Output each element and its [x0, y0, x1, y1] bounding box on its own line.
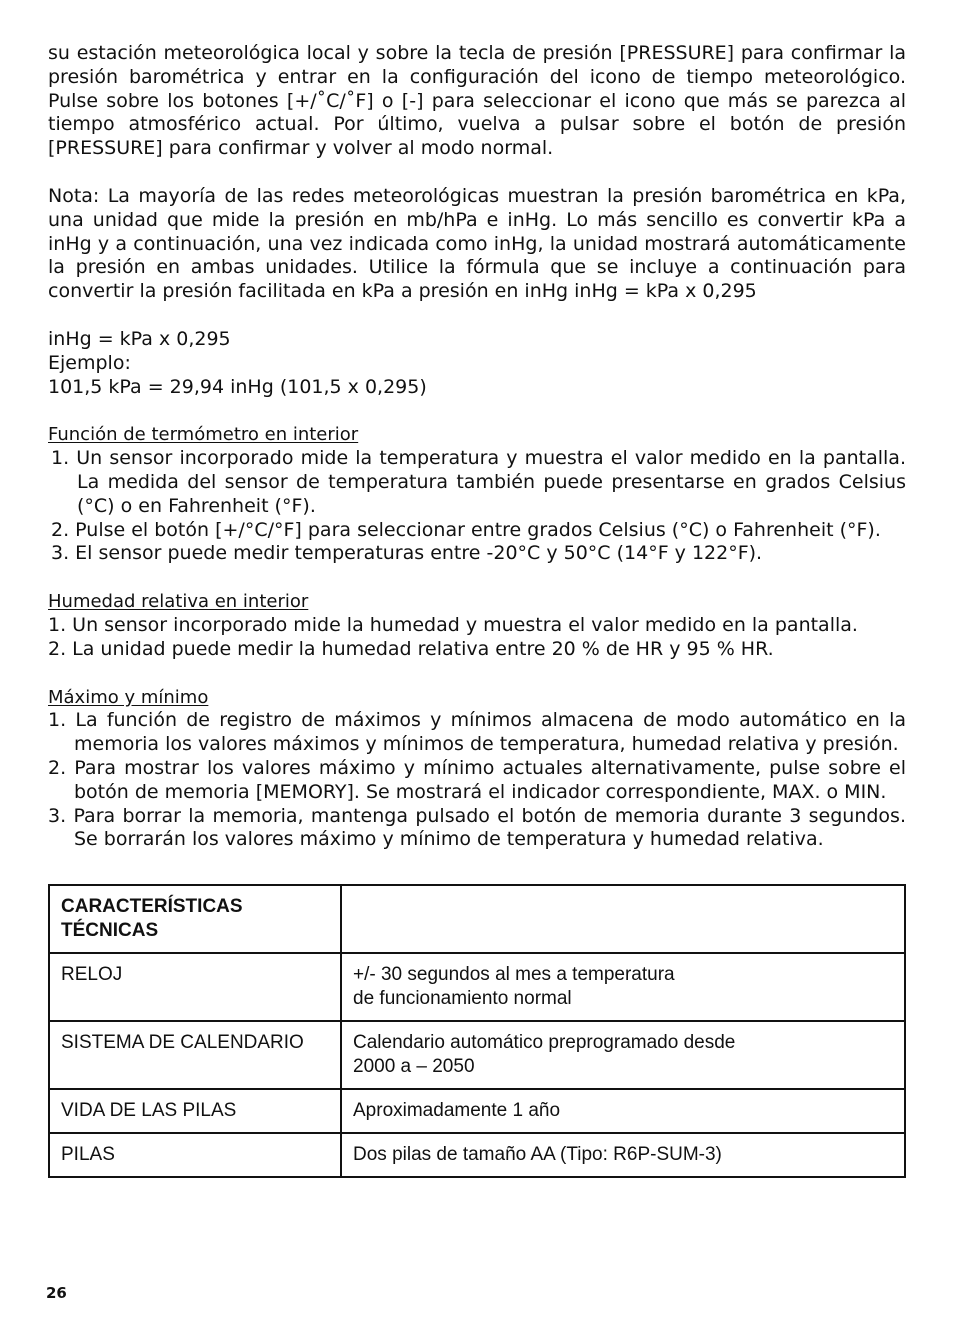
spec-label: VIDA DE LAS PILAS	[49, 1089, 341, 1133]
thermometer-heading: Función de termómetro en interior	[48, 424, 359, 446]
list-item: 3. El sensor puede medir temperaturas entre -20°C y 50°C (14°F y 122°F).	[51, 542, 763, 565]
spec-value-line: +/- 30 segundos al mes a temperatura	[353, 964, 675, 985]
spec-label: PILAS	[49, 1133, 341, 1177]
list-item: 1. La función de registro de máximos y mínimos almacena de modo automático en la memoria los valores máximos y mínimos de temperatura, humedad relativa y presión.	[48, 709, 906, 756]
thermometer-list	[48, 447, 906, 566]
spec-value-line: Calendario automático preprogramado desde	[353, 1032, 736, 1053]
note-paragraph: Nota: La mayoría de las redes meteorológicas muestran la presión barométrica en kPa, una unidad que mide la presión en mb/hPa e inHg. Lo más sencillo es convertir kPa a inHg y a continuación, una vez indicada como inHg, la unidad mostrará automáticamente la presión en ambas unidades. Utilice la fórmula que se incluye a continuación para convertir la presión facilitada en kPa a presión en inHg inHg = kPa x 0,295	[48, 184, 906, 303]
spec-value	[341, 1021, 905, 1089]
spec-label: SISTEMA DE CALENDARIO	[49, 1021, 341, 1089]
spec-value-line: de funcionamiento normal	[353, 988, 572, 1009]
page-number: 26	[46, 1284, 67, 1302]
manual-page	[48, 42, 906, 852]
spec-value	[341, 1133, 905, 1177]
list-item: 2. Pulse el botón [+/°C/°F] para seleccionar entre grados Celsius (°C) o Fahrenheit (°F).	[51, 518, 881, 541]
specs-header-cell: CARACTERÍSTICAS TÉCNICAS	[49, 885, 341, 953]
humidity-list	[48, 614, 906, 662]
specs-header-empty-cell	[341, 885, 905, 953]
maxmin-list	[48, 709, 906, 852]
table-row	[49, 1089, 905, 1133]
list-item: 2. La unidad puede medir la humedad relativa entre 20 % de HR y 95 % HR.	[48, 637, 774, 660]
spec-value	[341, 953, 905, 1021]
table-row	[49, 1133, 905, 1177]
maxmin-heading: Máximo y mínimo	[48, 686, 209, 708]
table-row	[49, 953, 905, 1021]
list-item: 1. Un sensor incorporado mide la temperatura y muestra el valor medido en la pantalla. La medida del sensor de temperatura también puede presentarse en grados Celsius (°C) o en Fahrenheit (°F).	[51, 447, 906, 517]
intro-paragraph: su estación meteorológica local y sobre la tecla de presión [PRESSURE] para confirmar la presión barométrica y entrar en la configuración del icono de tiempo meteorológico. Pulse sobre los botones [+/˚C/˚F] o [-] para seleccionar el icono que más se parezca al tiempo atmosférico actual. Por último, vuelva a pulsar sobre el botón de presión [PRESSURE] para confirmar y volver al modo normal.	[48, 42, 906, 160]
spec-value-line: 2000 a – 2050	[353, 1056, 475, 1077]
table-header-row	[49, 885, 905, 953]
specs-table	[48, 884, 906, 1178]
spec-value	[341, 1089, 905, 1133]
spec-label: RELOJ	[49, 953, 341, 1021]
list-item: 1. Un sensor incorporado mide la humedad y muestra el valor medido en la pantalla.	[48, 613, 858, 636]
example-label: Ejemplo:	[48, 351, 131, 374]
spec-value-line: Aproximadamente 1 año	[353, 1100, 561, 1121]
table-row	[49, 1021, 905, 1089]
example-line: 101,5 kPa = 29,94 inHg (101,5 x 0,295)	[48, 375, 427, 398]
formula-line: inHg = kPa x 0,295	[48, 327, 231, 350]
spec-value-line: Dos pilas de tamaño AA (Tipo: R6P-SUM-3)	[353, 1144, 722, 1165]
list-item: 2. Para mostrar los valores máximo y mínimo actuales alternativamente, pulse sobre el botón de memoria [MEMORY]. Se mostrará el indicador correspondiente, MAX. o MIN.	[48, 756, 906, 803]
list-item: 3. Para borrar la memoria, mantenga pulsado el botón de memoria durante 3 segundos. Se borrarán los valores máximo y mínimo de temperatura y humedad relativa.	[48, 804, 906, 851]
humidity-heading: Humedad relativa en interior	[48, 591, 309, 613]
